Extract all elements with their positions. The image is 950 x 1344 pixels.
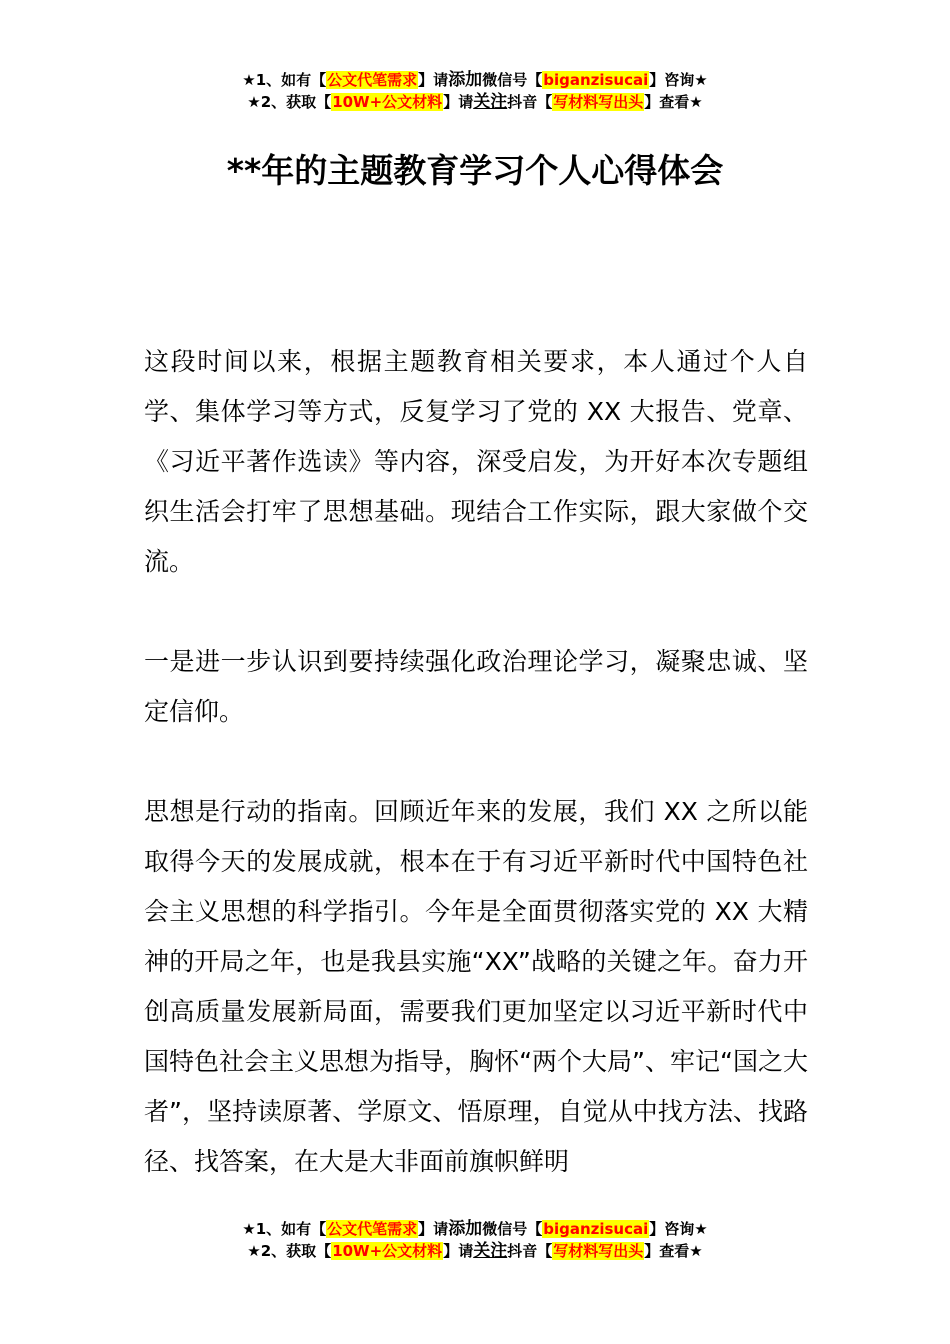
promo-text: 抖音【: [507, 1242, 553, 1260]
promo-highlight: 公文代笔需求: [327, 71, 418, 89]
header-promo-banner: [0, 69, 950, 113]
promo-emphasis: 关注: [473, 92, 508, 112]
promo-emphasis: 关注: [473, 1241, 508, 1261]
promo-douyin-id: 写材料写出头: [553, 93, 644, 111]
promo-text: 】请: [443, 93, 474, 111]
promo-text: ★2、获取【: [247, 93, 332, 111]
promo-wechat-id: biganzisucai: [543, 1220, 649, 1238]
promo-text: 】咨询★: [649, 71, 708, 89]
body-paragraph: 这段时间以来，根据主题教育相关要求，本人通过个人自学、集体学习等方式，反复学习了党的 XX 大报告、党章、《习近平著作选读》等内容，深受启发，为开好本次专题组织生活会打牢了思想基础。现结合工作实际，跟大家做个交流。: [144, 347, 808, 576]
promo-line-1: [0, 69, 950, 91]
body-paragraph: 思想是行动的指南。回顾近年来的发展，我们 XX 之所以能取得今天的发展成就，根本在于有习近平新时代中国特色社会主义思想的科学指引。今年是全面贯彻落实党的 XX 大精神的开局之年，也是我县实施“XX”战略的关键之年。奋力开创高质量发展新局面，需要我们更加坚定以习近平新时代中国特色社会主义思想为指导，胸怀“两个大局”、牢记“国之大者”，坚持读原著、学原文、悟原理，自觉从中找方法、找路径、找答案，在大是大非面前旗帜鲜明: [144, 797, 808, 1176]
promo-emphasis: 添加: [448, 70, 483, 90]
promo-line-2: [0, 91, 950, 113]
promo-text: 】查看★: [644, 93, 703, 111]
promo-text: 】咨询★: [649, 1220, 708, 1238]
document-title: **年的主题教育学习个人心得体会: [226, 151, 724, 190]
promo-line-1: [0, 1218, 950, 1240]
promo-text: 】请: [418, 1220, 449, 1238]
promo-wechat-id: biganzisucai: [543, 71, 649, 89]
promo-text: 微信号【: [482, 1220, 543, 1238]
promo-line-2: [0, 1240, 950, 1262]
document-body: [144, 337, 808, 1237]
promo-highlight: 10W+公文材料: [332, 1242, 443, 1260]
promo-text: ★2、获取【: [247, 1242, 332, 1260]
promo-text: ★1、如有【: [242, 1220, 327, 1238]
promo-douyin-id: 写材料写出头: [553, 1242, 644, 1260]
promo-text: 】请: [443, 1242, 474, 1260]
promo-highlight: 10W+公文材料: [332, 93, 443, 111]
promo-text: 】请: [418, 71, 449, 89]
promo-text: 】查看★: [644, 1242, 703, 1260]
footer-promo-banner: [0, 1218, 950, 1262]
promo-text: ★1、如有【: [242, 71, 327, 89]
promo-text: 微信号【: [482, 71, 543, 89]
promo-highlight: 公文代笔需求: [327, 1220, 418, 1238]
promo-emphasis: 添加: [448, 1219, 483, 1239]
body-paragraph: 一是进一步认识到要持续强化政治理论学习，凝聚忠诚、坚定信仰。: [144, 647, 808, 726]
promo-text: 抖音【: [507, 93, 553, 111]
